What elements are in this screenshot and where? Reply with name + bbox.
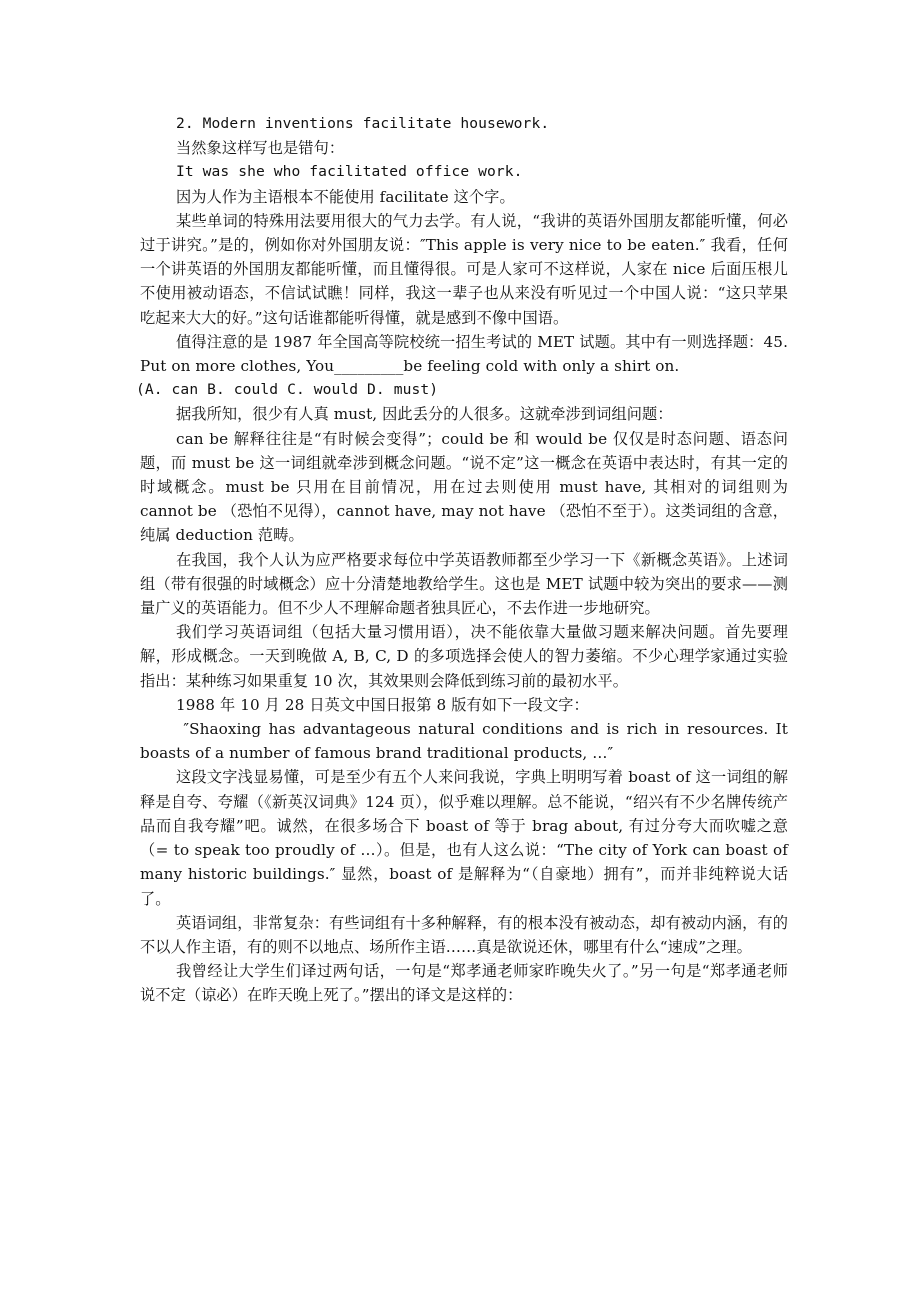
paragraph-1: 2. Modern inventions facilitate housework. [176,115,550,132]
paragraph-2: 当然象这样写也是错句： [176,139,345,158]
paragraph-9: can be 解释往往是“有时候会变得”；could be 和 would be 仅仅是时态问题、语态问题，而 must be 这一词组就牵涉到概念问题。“说不定”这一概念在英语中表达时，有其一定的时域概念。must be 只用在目前情况，用在过去则使用 must have, 其相对的词组则为 cannot be （恐怕不见得），cannot have, may not have （恐怕不至于）。这类词组的含意，纯属 deduction 范畴。 [140,429,793,545]
paragraph-16: 我曾经让大学生们译过两句话，一句是“郑孝通老师家昨晚失火了。”另一句是“郑孝通老师说不定（谅必）在昨天晚上死了。”摆出的译文是这样的： [140,962,788,1005]
paragraph-8: 据我所知，很少有人真 must, 因此丢分的人很多。这就牵涉到词组问题： [176,405,673,424]
paragraph-6: 值得注意的是 1987 年全国高等院校统一招生考试的 MET 试题。其中有一则选择题：45. Put on more clothes, You_________be feeling cold with only a shirt on. [140,332,793,376]
paragraph-12: 1988 年 10 月 28 日英文中国日报第 8 版有如下一段文字： [176,695,589,714]
document-page [136,112,793,1008]
paragraph-5: 某些单词的特殊用法要用很大的气力去学。有人说，“我讲的英语外国朋友都能听懂，何必过于讲究。”是的，例如你对外国朋友说：″This apple is very nice to be eaten.″ 我看，任何一个讲英语的外国朋友都能听懂，而且懂得很。可是人家可不这样说，人家在 nice 后面压根儿不使用被动语态，不信试试瞧！同样，我这一辈子也从来没有听见过一个中国人说：“这只苹果吃起来大大的好。”这句话谁都能听得懂，就是感到不像中国语。 [140,211,788,327]
paragraph-4: 因为人作为主语根本不能使用 facilitate 这个字。 [176,187,515,206]
paragraph-10: 在我国，我个人认为应严格要求每位中学英语教师都至少学习一下《新概念英语》。上述词组（带有很强的时域概念）应十分清楚地教给学生。这也是 MET 试题中较为突出的要求——测量广义的英语能力。但不少人不理解命题者独具匠心，不去作进一步地研究。 [140,550,788,618]
paragraph-13: ″Shaoxing has advantageous natural conditions and is rich in resources. It boasts of a number of famous brand traditional products, …″ [140,720,793,763]
paragraph-11: 我们学习英语词组（包括大量习惯用语），决不能依靠大量做习题来解决问题。首先要理解，形成概念。一天到晚做 A, B, C, D 的多项选择会使人的智力萎缩。不少心理学家通过实验指出：某种练习如果重复 10 次，其效果则会降低到练习前的最初水平。 [140,623,788,690]
paragraph-7: (A. can B. could C. would D. must) [136,381,439,399]
paragraph-15: 英语词组，非常复杂：有些词组有十多种解释，有的根本没有被动态，却有被动内涵，有的不以人作主语，有的则不以地点、场所作主语……真是欲说还休，哪里有什么“速成”之理。 [140,913,788,956]
paragraph-14: 这段文字浅显易懂，可是至少有五个人来问我说，字典上明明写着 boast of 这一词组的解释是自夸、夸耀（《新英汉词典》124 页），似乎难以理解。总不能说，“绍兴有不少名牌传统产品而自我夸耀”吧。诚然，在很多场合下 boast of 等于 brag about, 有过分夸大而吹嘘之意（= to speak too proudly of …）。但是，也有人这么说：“The city of York can boast of many historic buildings.″ 显然，boast of 是解释为“（自豪地）拥有”，而并非纯粹说大话了。 [140,768,793,908]
paragraph-3: It was she who facilitated office work. [176,163,523,181]
